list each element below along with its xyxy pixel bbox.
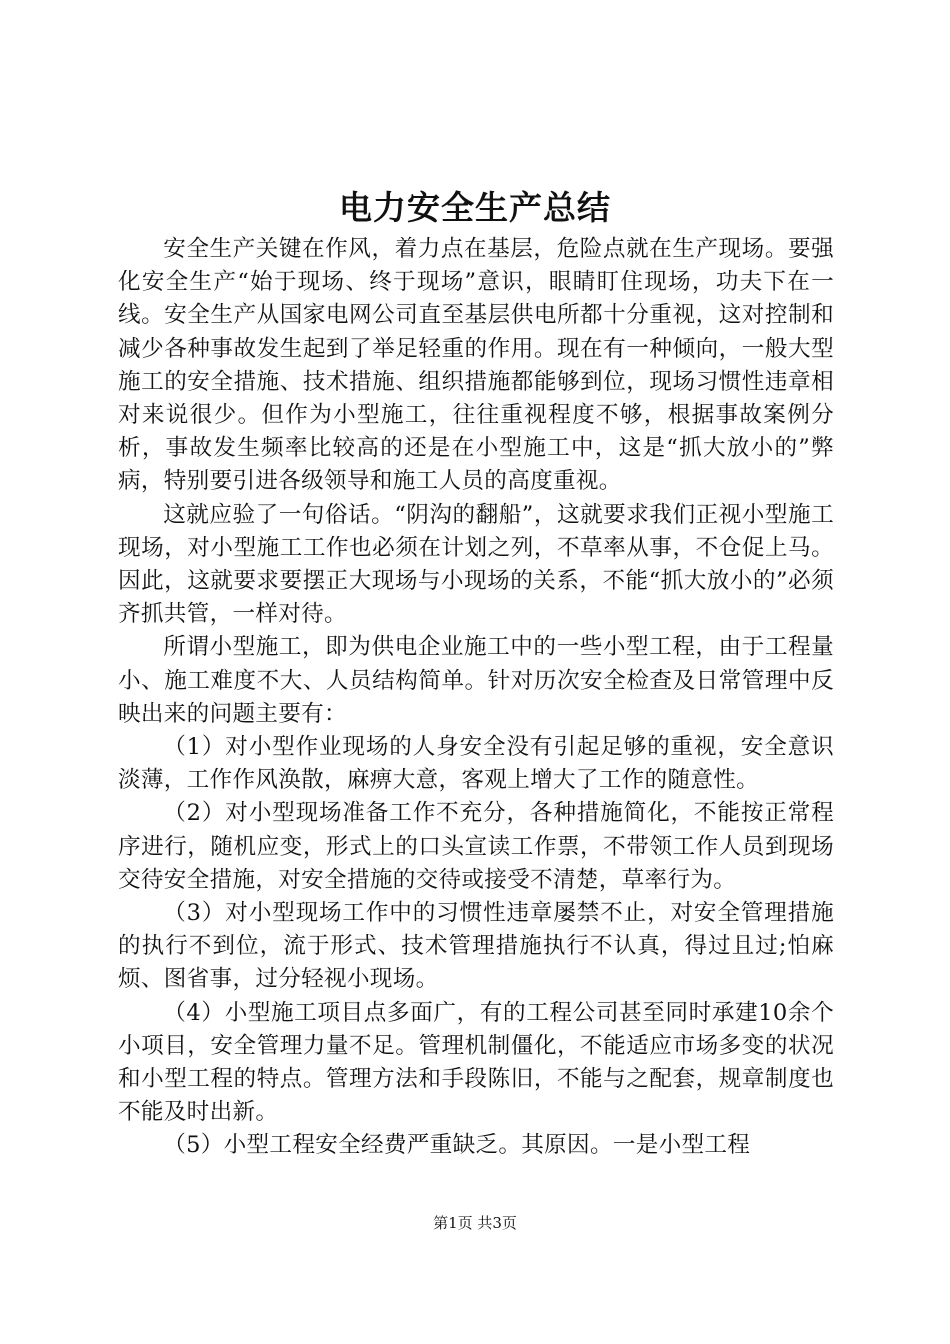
paragraph: 所谓小型施工，即为供电企业施工中的一些小型工程，由于工程量小、施工难度不大、人员结构简单。针对历次安全检查及日常管理中反映出来的问题主要有： bbox=[118, 634, 834, 727]
list-item: （4）小型施工项目点多面广，有的工程公司甚至同时承建10余个小项目，安全管理力量不足。管理机制僵化，不能适应市场多变的状况和小型工程的特点。管理方法和手段陈旧，不能与之配套，规章制度也不能及时出新。 bbox=[118, 999, 834, 1126]
paragraph: 安全生产关键在作风，着力点在基层，危险点就在生产现场。要强化安全生产“始于现场、终于现场”意识，眼睛盯住现场，功夫下在一线。安全生产从国家电网公司直至基层供电所都十分重视，这对控制和减少各种事故发生起到了举足轻重的作用。现在有一种倾向，一般大型施工的安全措施、技术措施、组织措施都能够到位，现场习惯性违章相对来说很少。但作为小型施工，往往重视程度不够，根据事故案例分析，事故发生频率比较高的还是在小型施工中，这是“抓大放小的”弊病，特别要引进各级领导和施工人员的高度重视。 bbox=[118, 236, 834, 495]
list-item: （2）对小型现场准备工作不充分，各种措施简化，不能按正常程序进行，随机应变，形式上的口头宣读工作票，不带领工作人员到现场交待安全措施，对安全措施的交待或接受不清楚，草率行为。 bbox=[118, 800, 834, 893]
page-footer: 第1页 共3页 bbox=[433, 1214, 517, 1232]
document-title: 电力安全生产总结 bbox=[339, 188, 611, 227]
list-item: （3）对小型现场工作中的习惯性违章屡禁不止，对安全管理措施的执行不到位，流于形式、技术管理措施执行不认真，得过且过;怕麻烦、图省事，过分轻视小现场。 bbox=[118, 900, 834, 993]
document-body bbox=[118, 233, 834, 1163]
paragraph: 这就应验了一句俗话。“阴沟的翻船”，这就要求我们正视小型施工现场，对小型施工工作也必须在计划之列，不草率从事，不仓促上马。因此，这就要求要摆正大现场与小现场的关系，不能“抓大放小的”必须齐抓共管，一样对待。 bbox=[118, 501, 834, 628]
list-item: （1）对小型作业现场的人身安全没有引起足够的重视，安全意识淡薄，工作作风涣散，麻痹大意，客观上增大了工作的随意性。 bbox=[118, 734, 834, 794]
list-item: （5）小型工程安全经费严重缺乏。其原因。一是小型工程 bbox=[163, 1132, 751, 1159]
